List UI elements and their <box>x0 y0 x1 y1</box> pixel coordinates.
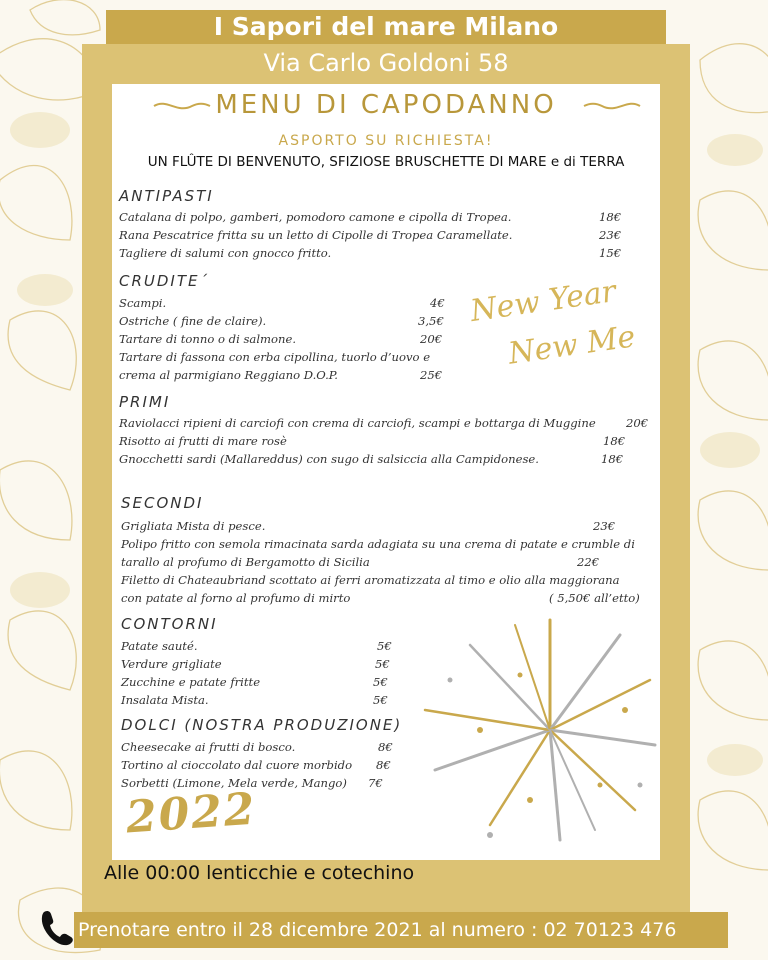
menu-item: crema al parmigiano Reggiano D.O.P. <box>119 368 338 382</box>
menu-item: Tagliere di salumi con gnocco fritto. <box>119 246 332 260</box>
menu-item: tarallo al profumo di Bergamotto di Sicilia <box>121 555 370 569</box>
section-title-crudite: CRUDITE´ <box>119 272 209 290</box>
menu-item-price: 7€ <box>368 776 383 790</box>
firework-burst-icon <box>420 600 660 850</box>
section-title-contorni: CONTORNI <box>121 615 218 633</box>
menu-item-price: 15€ <box>599 246 622 260</box>
menu-item: Tortino al cioccolato dal cuore morbido <box>121 758 353 772</box>
menu-item-price: 23€ <box>593 519 616 533</box>
menu-item-price: 25€ <box>420 368 443 382</box>
menu-item-price: 18€ <box>601 452 624 466</box>
menu-item-price: 5€ <box>377 639 392 653</box>
menu-item-price: 4€ <box>430 296 445 310</box>
menu-item: Tartare di fassona con erba cipollina, tuorlo d’uovo e <box>119 350 431 364</box>
phone-icon <box>38 908 74 948</box>
menu-item: Raviolacci ripieni di carciofi con crema di carciofi, scampi e bottarga di Muggine <box>119 416 596 430</box>
menu-item: Tartare di tonno o di salmone. <box>119 332 297 346</box>
menu-item: con patate al forno al profumo di mirto <box>121 591 351 605</box>
booking-info: Prenotare entro il 28 dicembre 2021 al numero : 02 70123 476 <box>74 912 728 948</box>
section-title-primi: PRIMI <box>119 393 171 411</box>
menu-item: Ostriche ( fine de claire). <box>119 314 267 328</box>
menu-item: Cheesecake ai frutti di bosco. <box>121 740 296 754</box>
asporto-note: ASPORTO SU RICHIESTA! <box>278 133 494 149</box>
menu-item: Filetto di Chateaubriand scottato ai ferri aromatizzata al timo e olio alla maggiorana <box>121 573 620 587</box>
menu-item: Patate sauté. <box>121 639 198 653</box>
new-year-line2: New Me <box>506 319 638 372</box>
menu-item: Rana Pescatrice fritta su un letto di Cipolle di Tropea Caramellate. <box>119 228 513 242</box>
restaurant-address: Via Carlo Goldoni 58 <box>263 49 509 77</box>
menu-item: Scampi. <box>119 296 167 310</box>
lenticchie-note: Alle 00:00 lenticchie e cotechino <box>104 862 415 884</box>
menu-title: MENU DI CAPODANNO <box>215 90 557 120</box>
menu-item: Sorbetti (Limone, Mela verde, Mango) <box>121 776 347 790</box>
section-title-dolci: DOLCI (NOSTRA PRODUZIONE) <box>121 716 403 734</box>
menu-item-price: 3,5€ <box>418 314 444 328</box>
menu-item-price: ( 5,50€ all’etto) <box>549 591 640 605</box>
menu-item: Zucchine e patate fritte <box>121 675 261 689</box>
menu-item: Insalata Mista. <box>121 693 209 707</box>
right-flourish-icon <box>582 98 642 114</box>
menu-item-price: 18€ <box>603 434 626 448</box>
section-title-secondi: SECONDI <box>121 494 204 512</box>
welcome-line: UN FLÛTE DI BENVENUTO, SFIZIOSE BRUSCHETTE DI MARE e di TERRA <box>147 154 625 170</box>
menu-item-price: 23€ <box>599 228 622 242</box>
restaurant-name: I Sapori del mare Milano <box>106 10 666 44</box>
new-year-lettering <box>468 273 648 376</box>
menu-item: Verdure grigliate <box>121 657 222 671</box>
menu-item-price: 8€ <box>376 758 391 772</box>
menu-item-price: 5€ <box>375 657 390 671</box>
menu-item-price: 5€ <box>373 693 388 707</box>
menu-item-price: 20€ <box>420 332 443 346</box>
menu-item: Catalana di polpo, gamberi, pomodoro camone e cipolla di Tropea. <box>119 210 512 224</box>
new-year-line1: New Year <box>468 273 619 330</box>
menu-item-price: 5€ <box>373 675 388 689</box>
menu-item-price: 22€ <box>577 555 600 569</box>
menu-item: Grigliata Mista di pesce. <box>121 519 266 533</box>
section-title-antipasti: ANTIPASTI <box>119 187 214 205</box>
menu-item: Polipo fritto con semola rimacinata sarda adagiata su una crema di patate e crumble di <box>121 537 635 551</box>
menu-item-price: 20€ <box>626 416 649 430</box>
year-2022-lettering: 2022 <box>124 783 259 844</box>
menu-item-price: 8€ <box>378 740 393 754</box>
menu-item: Risotto ai frutti di mare rosè <box>119 434 287 448</box>
menu-item-price: 18€ <box>599 210 622 224</box>
menu-item: Gnocchetti sardi (Mallareddus) con sugo di salsiccia alla Campidonese. <box>119 452 539 466</box>
